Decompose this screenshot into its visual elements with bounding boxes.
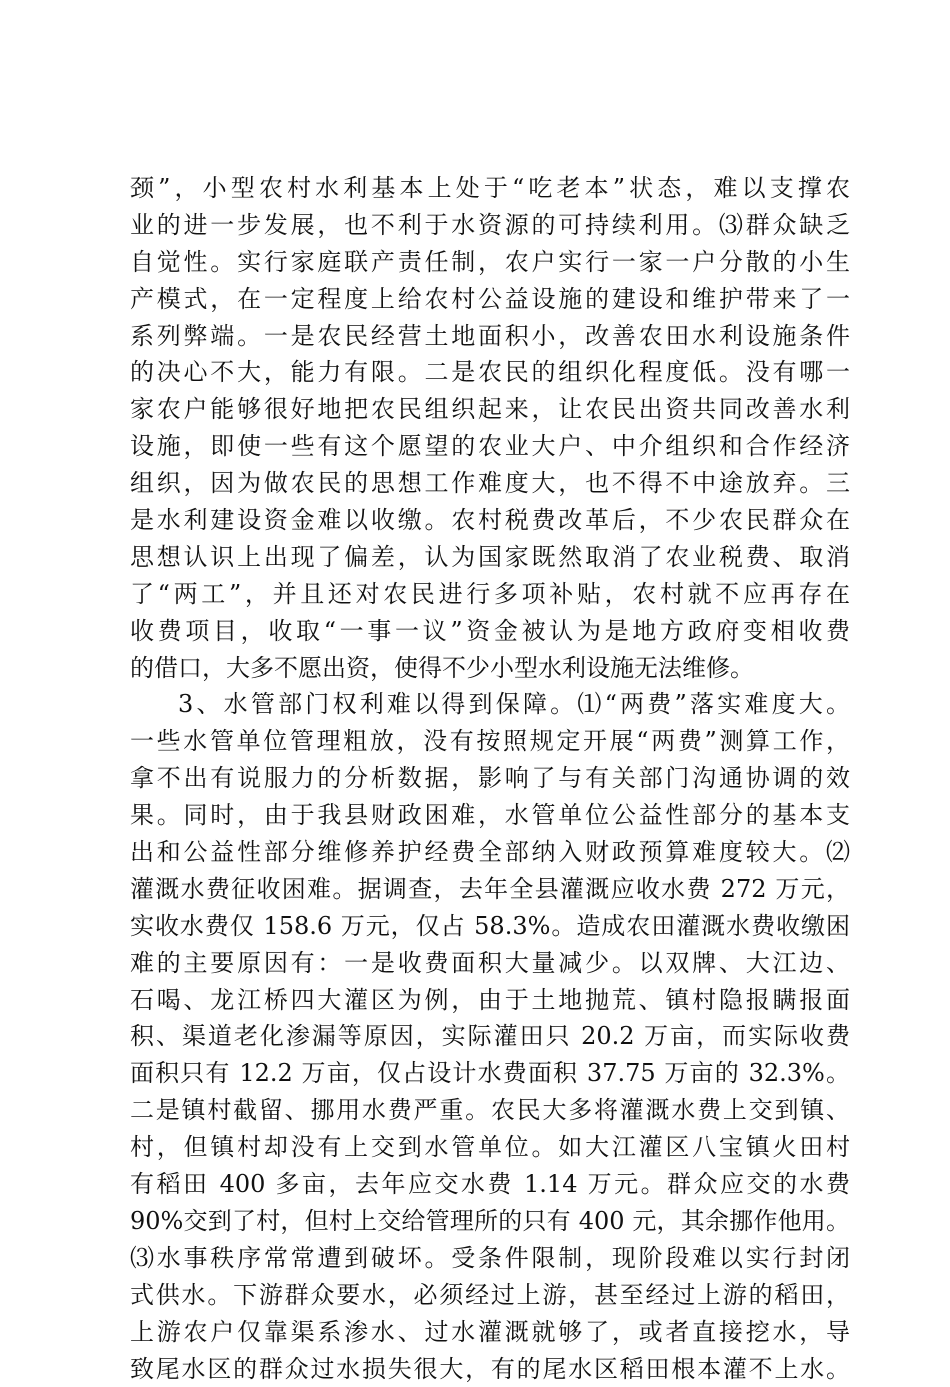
text-line: 产模式，在一定程度上给农村公益设施的建设和维护带来了一 bbox=[130, 281, 850, 318]
text-line: 一些水管单位管理粗放，没有按照规定开展“两费”测算工作， bbox=[130, 723, 850, 760]
text-line: 了“两工”，并且还对农民进行多项补贴，农村就不应再存在 bbox=[130, 576, 850, 613]
text-line: 组织，因为做农民的思想工作难度大，也不得不中途放弃。三 bbox=[130, 465, 850, 502]
text-line: 难的主要原因有：一是收费面积大量减少。以双牌、大江边、 bbox=[130, 945, 850, 982]
text-line: 上游农户仅靠渠系渗水、过水灌溉就够了，或者直接挖水，导 bbox=[130, 1314, 850, 1351]
text-line: 颈”，小型农村水利基本上处于“吃老本”状态，难以支撑农 bbox=[130, 170, 850, 207]
text-line: 出和公益性部分维修养护经费全部纳入财政预算难度较大。⑵ bbox=[130, 834, 850, 871]
text-line: 式供水。下游群众要水，必须经过上游，甚至经过上游的稻田， bbox=[130, 1277, 850, 1314]
text-line: 设施，即使一些有这个愿望的农业大户、中介组织和合作经济 bbox=[130, 428, 850, 465]
text-line: 思想认识上出现了偏差，认为国家既然取消了农业税费、取消 bbox=[130, 539, 850, 576]
body-text bbox=[130, 170, 850, 1387]
text-line: 致尾水区的群众过水损失很大，有的尾水区稻田根本灌不上水。 bbox=[130, 1351, 850, 1387]
text-line: 石喝、龙江桥四大灌区为例，由于土地抛荒、镇村隐报瞒报面 bbox=[130, 982, 850, 1019]
text-line: 灌溉水费征收困难。据调查，去年全县灌溉应收水费 272 万元， bbox=[130, 871, 850, 908]
text-line: 积、渠道老化渗漏等原因，实际灌田只 20.2 万亩，而实际收费 bbox=[130, 1018, 850, 1055]
text-line: 村，但镇村却没有上交到水管单位。如大江灌区八宝镇火田村 bbox=[130, 1129, 850, 1166]
text-line: 拿不出有说服力的分析数据，影响了与有关部门沟通协调的效 bbox=[130, 760, 850, 797]
text-line: 是水利建设资金难以收缴。农村税费改革后，不少农民群众在 bbox=[130, 502, 850, 539]
text-line: 90%交到了村，但村上交给管理所的只有 400 元，其余挪作他用。 bbox=[130, 1203, 850, 1240]
text-line: 的借口，大多不愿出资，使得不少小型水利设施无法维修。 bbox=[130, 650, 850, 687]
text-line: 系列弊端。一是农民经营土地面积小，改善农田水利设施条件 bbox=[130, 318, 850, 355]
section-heading-line: 3、水管部门权利难以得到保障。⑴“两费”落实难度大。 bbox=[130, 686, 850, 723]
text-line: 二是镇村截留、挪用水费严重。农民大多将灌溉水费上交到镇、 bbox=[130, 1092, 850, 1129]
text-line: 面积只有 12.2 万亩，仅占设计水费面积 37.75 万亩的 32.3%。 bbox=[130, 1055, 850, 1092]
text-line: 业的进一步发展，也不利于水资源的可持续利用。⑶群众缺乏 bbox=[130, 207, 850, 244]
text-line: 的决心不大，能力有限。二是农民的组织化程度低。没有哪一 bbox=[130, 354, 850, 391]
text-line: 有稻田 400 多亩，去年应交水费 1.14 万元。群众应交的水费 bbox=[130, 1166, 850, 1203]
text-line: 收费项目，收取“一事一议”资金被认为是地方政府变相收费 bbox=[130, 613, 850, 650]
text-line: 家农户能够很好地把农民组织起来，让农民出资共同改善水利 bbox=[130, 391, 850, 428]
text-line: 自觉性。实行家庭联产责任制，农户实行一家一户分散的小生 bbox=[130, 244, 850, 281]
text-line: ⑶水事秩序常常遭到破坏。受条件限制，现阶段难以实行封闭 bbox=[130, 1240, 850, 1277]
text-line: 实收水费仅 158.6 万元，仅占 58.3%。造成农田灌溉水费收缴困 bbox=[130, 908, 850, 945]
text-line: 果。同时，由于我县财政困难，水管单位公益性部分的基本支 bbox=[130, 797, 850, 834]
